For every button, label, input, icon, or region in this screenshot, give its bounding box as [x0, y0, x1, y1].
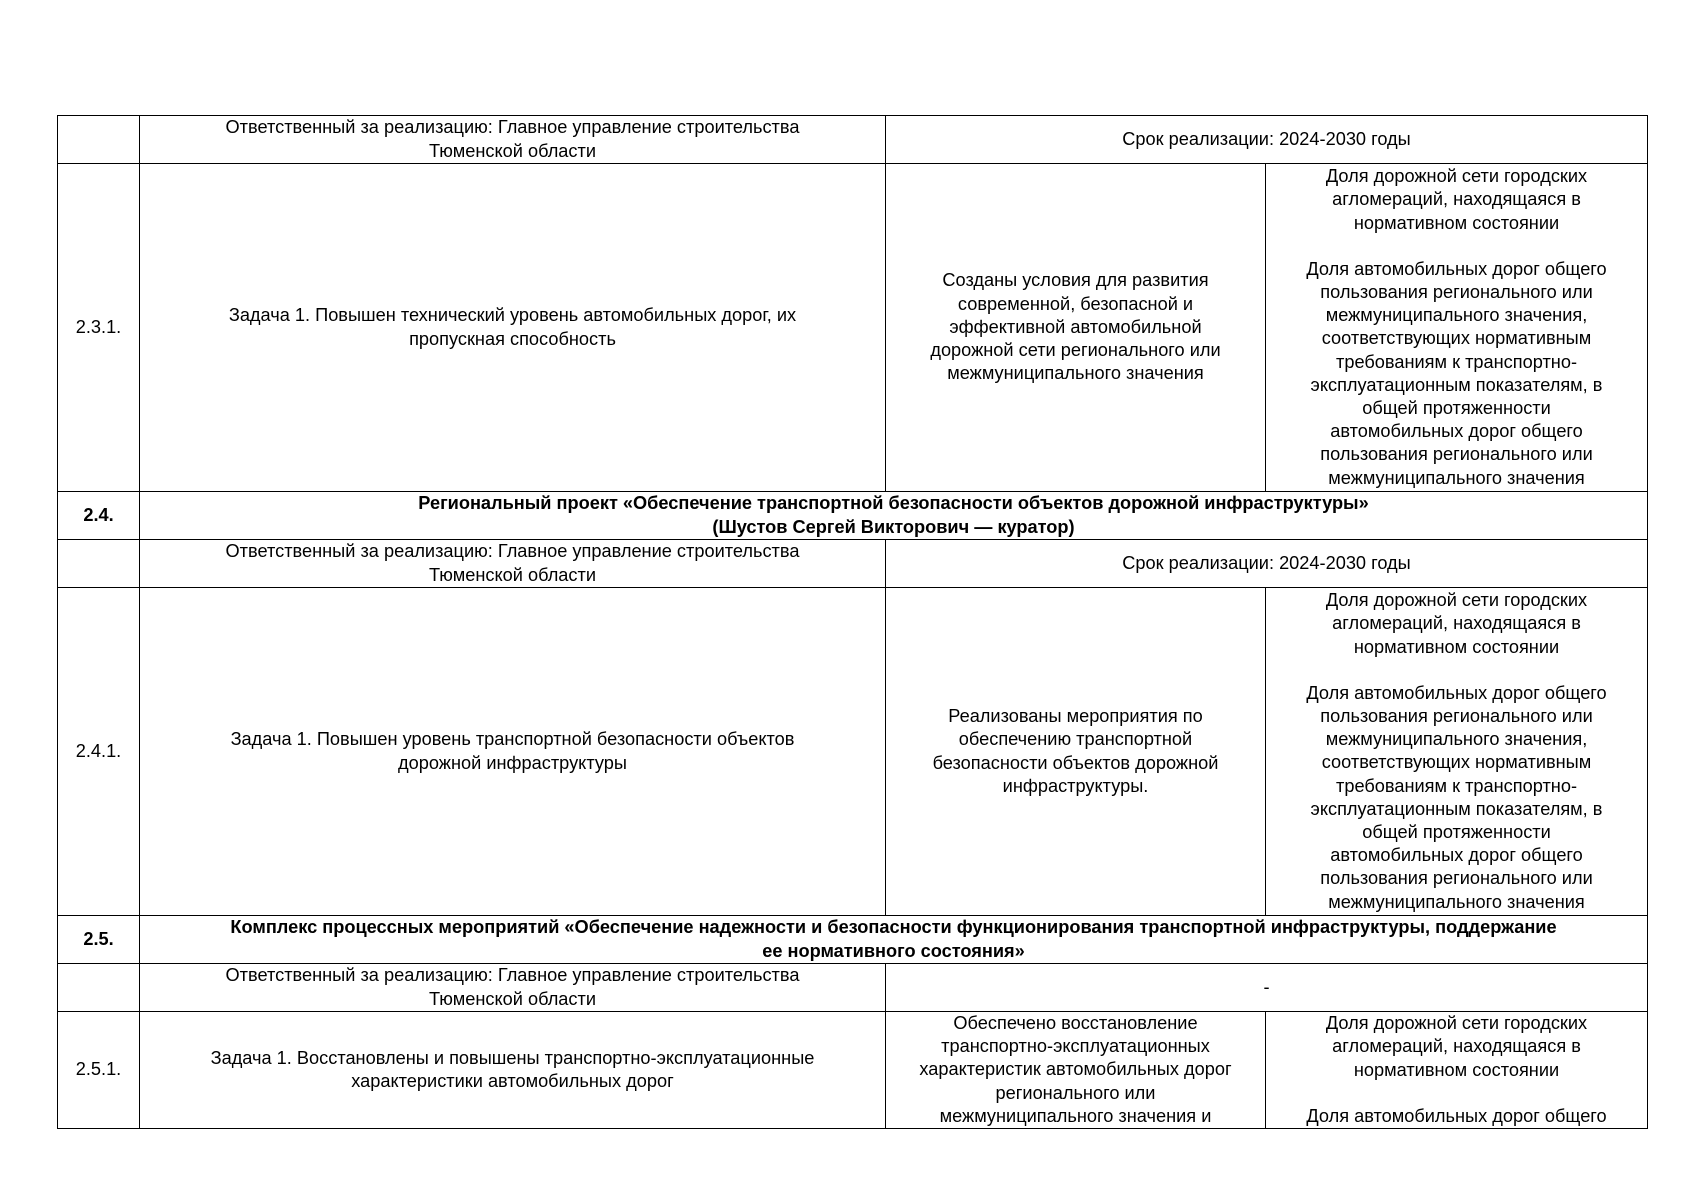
- indicator-line: требованиям к транспортно-: [1336, 351, 1578, 372]
- table-row: [58, 540, 1648, 588]
- result-line: обеспечению транспортной: [958, 729, 1193, 750]
- task-line: пропускная способность: [409, 328, 616, 349]
- term-cell: Срок реализации: 2024-2030 годы: [886, 116, 1648, 164]
- term-cell: Срок реализации: 2024-2030 годы: [886, 540, 1648, 588]
- indicator-line: агломераций, находящаяся в: [1332, 1036, 1581, 1057]
- row-number: 2.4.1.: [58, 588, 140, 916]
- task-line: дорожной инфраструктуры: [398, 752, 627, 773]
- section-title-line: ее нормативного состояния»: [762, 940, 1025, 961]
- table-row: [58, 116, 1648, 164]
- spacer: [1272, 235, 1641, 258]
- task-cell: [140, 164, 886, 492]
- section-title-line: (Шустов Сергей Викторович — куратор): [712, 516, 1075, 537]
- result-line: Обеспечено восстановление: [953, 1013, 1198, 1033]
- indicator-line: эксплуатационным показателям, в: [1310, 798, 1603, 819]
- section-title-line: Комплекс процессных мероприятий «Обеспечение надежности и безопасности функционирования транспортной инфраструктуры, поддержание: [230, 917, 1557, 938]
- program-structure-table: [57, 115, 1648, 1129]
- table-row: [58, 588, 1648, 916]
- indicator-line: межмуниципального значения,: [1325, 729, 1588, 750]
- responsible-line: Тюменской области: [428, 140, 597, 161]
- indicator-line: соответствующих нормативным: [1321, 328, 1592, 349]
- indicator-line: агломераций, находящаяся в: [1332, 189, 1581, 210]
- indicator-line: пользования регионального или: [1320, 444, 1593, 465]
- result-line: характеристик автомобильных дорог: [919, 1059, 1232, 1080]
- row-number: 2.4.: [58, 492, 140, 540]
- row-number: [58, 116, 140, 164]
- result-line: современной, безопасной и: [957, 293, 1194, 314]
- indicator-line: нормативном состоянии: [1353, 212, 1560, 233]
- row-number: 2.5.: [58, 916, 140, 964]
- indicator-line: пользования регионального или: [1320, 868, 1593, 889]
- task-line: характеристики автомобильных дорог: [351, 1071, 674, 1091]
- task-cell: [140, 1012, 886, 1129]
- section-row: [58, 916, 1648, 964]
- section-row: [58, 492, 1648, 540]
- indicator-line: нормативном состоянии: [1353, 636, 1560, 657]
- spacer: [1272, 659, 1641, 682]
- indicator-line: соответствующих нормативным: [1321, 752, 1592, 773]
- indicator-line: Доля дорожной сети городских: [1325, 1013, 1588, 1034]
- result-cell: [886, 588, 1266, 916]
- task-line: Задача 1. Восстановлены и повышены транспортно-эксплуатационные: [210, 1047, 815, 1068]
- responsible-line: Тюменской области: [428, 564, 597, 585]
- indicator-line: пользования регионального или: [1320, 281, 1593, 302]
- result-line: межмуниципального значения: [947, 363, 1204, 384]
- spacer: [1272, 1082, 1641, 1105]
- task-line: Задача 1. Повышен технический уровень автомобильных дорог, их: [228, 305, 797, 326]
- indicator-cell: [1266, 164, 1648, 492]
- indicator-line: Доля автомобильных дорог общего: [1306, 1105, 1607, 1126]
- indicator-line: агломераций, находящаяся в: [1332, 613, 1581, 634]
- table-row: [58, 1012, 1648, 1129]
- indicator-line: Доля автомобильных дорог общего: [1306, 258, 1607, 279]
- indicator-line: Доля автомобильных дорог общего: [1306, 682, 1607, 703]
- responsible-cell: [140, 540, 886, 588]
- indicator-line: эксплуатационным показателям, в: [1310, 374, 1603, 395]
- result-line: дорожной сети регионального или: [930, 340, 1221, 361]
- indicator-line: Доля дорожной сети городских: [1325, 590, 1588, 611]
- result-cell: [886, 164, 1266, 492]
- indicator-line: пользования регионального или: [1320, 705, 1593, 726]
- result-cell: [886, 1012, 1266, 1129]
- indicator-line: общей протяженности: [1362, 398, 1551, 418]
- indicator-line: автомобильных дорог общего: [1330, 421, 1583, 442]
- table-row: [58, 164, 1648, 492]
- row-number: 2.5.1.: [58, 1012, 140, 1129]
- indicator-cell: [1266, 588, 1648, 916]
- section-title-line: Региональный проект «Обеспечение транспортной безопасности объектов дорожной инфраструктуры»: [418, 493, 1369, 514]
- result-line: межмуниципального значения и: [939, 1105, 1212, 1126]
- result-line: Реализованы мероприятия по: [948, 706, 1203, 727]
- result-line: регионального или: [995, 1082, 1156, 1103]
- section-title-cell: [140, 492, 1648, 540]
- responsible-line: Ответственный за реализацию: Главное управление строительства: [225, 965, 800, 986]
- indicator-line: межмуниципального значения,: [1325, 305, 1588, 326]
- result-line: инфраструктуры.: [1002, 775, 1149, 796]
- responsible-line: Тюменской области: [428, 988, 597, 1009]
- result-line: безопасности объектов дорожной: [932, 752, 1219, 773]
- result-line: транспортно-эксплуатационных: [941, 1036, 1210, 1057]
- indicator-cell: [1266, 1012, 1648, 1129]
- indicator-line: автомобильных дорог общего: [1330, 845, 1583, 866]
- indicator-line: требованиям к транспортно-: [1336, 775, 1578, 796]
- result-line: эффективной автомобильной: [949, 316, 1202, 337]
- task-cell: [140, 588, 886, 916]
- section-title-cell: [140, 916, 1648, 964]
- result-line: Созданы условия для развития: [942, 270, 1209, 291]
- responsible-line: Ответственный за реализацию: Главное управление строительства: [225, 541, 800, 562]
- responsible-cell: [140, 116, 886, 164]
- indicator-line: межмуниципального значения: [1328, 891, 1585, 912]
- indicator-line: Доля дорожной сети городских: [1325, 166, 1588, 187]
- indicator-line: общей протяженности: [1362, 822, 1551, 842]
- responsible-cell: [140, 964, 886, 1012]
- indicator-line: нормативном состоянии: [1353, 1059, 1560, 1080]
- indicator-line: межмуниципального значения: [1328, 467, 1585, 488]
- row-number: [58, 540, 140, 588]
- responsible-line: Ответственный за реализацию: Главное управление строительства: [225, 117, 800, 138]
- task-line: Задача 1. Повышен уровень транспортной безопасности объектов: [230, 729, 795, 750]
- row-number: [58, 964, 140, 1012]
- row-number: 2.3.1.: [58, 164, 140, 492]
- table-row: [58, 964, 1648, 1012]
- term-cell: -: [886, 964, 1648, 1012]
